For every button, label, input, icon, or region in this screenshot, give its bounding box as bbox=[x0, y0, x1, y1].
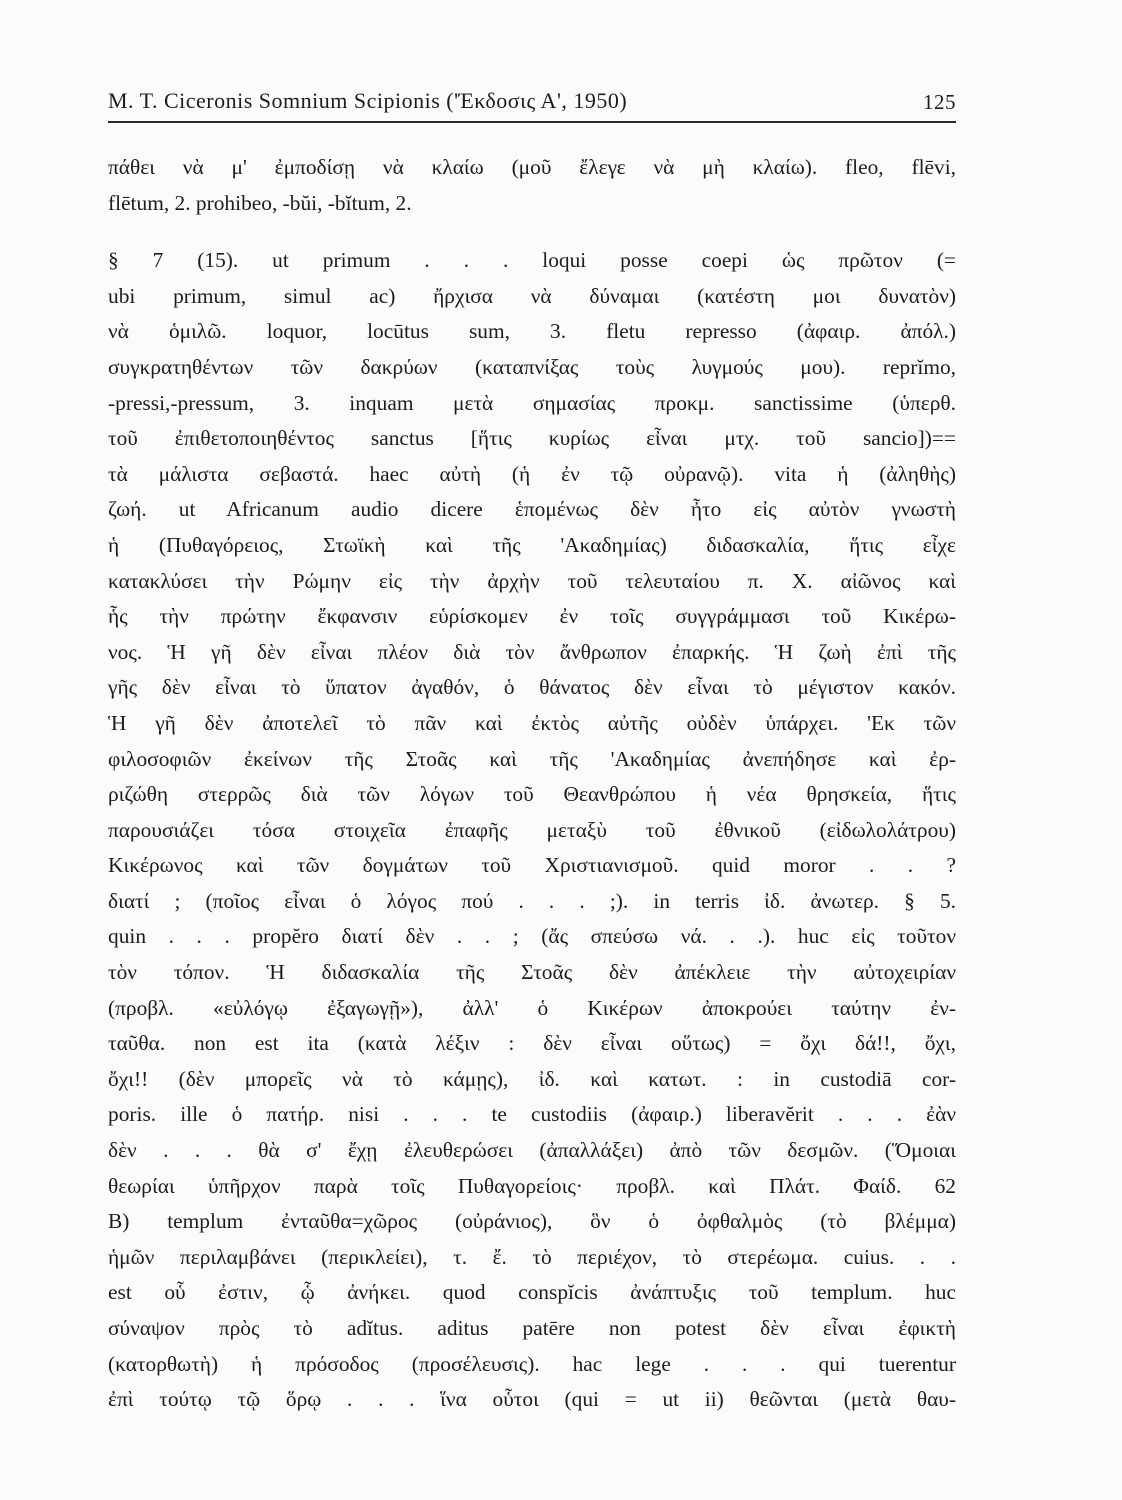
text-line: σύναψον πρὸς τὸ adĭtus. aditus patēre non potest δὲν εἶναι ἐφικτὴ bbox=[108, 1316, 956, 1340]
text-line: τὰ μάλιστα σεβαστά. haec αὐτὴ (ἡ ἐν τῷ οὐρανῷ). vita ἡ (ἀληθὴς) bbox=[108, 461, 956, 486]
text-line: poris. ille ὁ πατήρ. nisi . . . te custodiis (ἀφαιρ.) liberavĕrit . . . ἐὰν bbox=[108, 1102, 956, 1127]
text-line: ἡμῶν περιλαμβάνει (περικλείει), τ. ἔ. τὸ περιέχον, τὸ στερέωμα. cuius. . . bbox=[108, 1244, 956, 1269]
text-line: (προβλ. «εὐλόγῳ ἐξαγωγῇ»), ἀλλ' ὁ Κικέρων ἀποκρούει ταύτην ἐν- bbox=[108, 995, 956, 1020]
text-line: τοῦ ἐπιθετοποιηθέντος sanctus [ἥτις κυρίως εἶναι μτχ. τοῦ sancio])== bbox=[108, 426, 956, 451]
text-line: διατί ; (ποῖος εἶναι ὁ λόγος πού . . . ;). in terris ἰδ. ἀνωτερ. § 5. bbox=[108, 888, 956, 913]
text-line: τὸν τόπον. Ἡ διδασκαλία τῆς Στοᾶς δὲν ἀπέκλειε τὴν αὐτοχειρίαν bbox=[108, 960, 956, 985]
text-line: ἐπὶ τούτῳ τῷ ὅρῳ . . . ἵνα οὗτοι (qui = ut ii) θεῶνται (μετὰ θαυ- bbox=[108, 1387, 956, 1412]
text-line: ριζώθη στερρῶς διὰ τῶν λόγων τοῦ Θεανθρώπου ἡ νέα θρησκεία, ἥτις bbox=[108, 782, 956, 807]
text-line: flētum, 2. prohibeo, -bŭi, -bĭtum, 2. bbox=[108, 190, 412, 215]
text-line: quin . . . propĕro διατί δὲν . . ; (ἄς σπεύσω νά. . .). huc εἰς τοῦτον bbox=[108, 924, 956, 949]
text-line: πάθει νὰ μ' ἐμποδίσῃ νὰ κλαίω (μοῦ ἔλεγε νὰ μὴ κλαίω). fleo, flēvi, bbox=[108, 155, 956, 179]
section-start-line: § 7 (15). ut primum . . . loqui posse coepi ὡς πρῶτον (= bbox=[108, 248, 956, 273]
text-line: est οὗ ἐστιν, ᾧ ἀνήκει. quod conspĭcis ἀνάπτυξις τοῦ templum. huc bbox=[108, 1280, 956, 1305]
text-line: (κατορθωτὴ) ἡ πρόσοδος (προσέλευσις). hac lege . . . qui tuerentur bbox=[108, 1351, 956, 1376]
commentary-text bbox=[108, 150, 956, 1418]
page-number: 125 bbox=[923, 90, 956, 114]
text-line: νος. Ἡ γῆ δὲν εἶναι πλέον διὰ τὸν ἄνθρωπον ἐπαρκής. Ἡ ζωὴ ἐπὶ τῆς bbox=[108, 639, 956, 664]
text-line: ταῦθα. non est ita (κατὰ λέξιν : δὲν εἶναι οὕτως) = ὄχι δά!!, ὄχι, bbox=[108, 1031, 956, 1056]
header-rule bbox=[108, 121, 956, 123]
text-line: ὄχι!! (δὲν μπορεῖς νὰ τὸ κάμῃς), ἰδ. καὶ κατωτ. : in custodiā cor- bbox=[108, 1066, 956, 1091]
text-line: ἡ (Πυθαγόρειος, Στωϊκὴ καὶ τῆς 'Ακαδημίας) διδασκαλία, ἥτις εἶχε bbox=[108, 532, 956, 557]
text-line: B) templum ἐνταῦθα=χῶρος (οὐράνιος), ὃν ὁ ὀφθαλμὸς (τὸ βλέμμα) bbox=[108, 1209, 956, 1234]
text-line: ζωή. ut Africanum audio dicere ἑπομένως δὲν ἦτο εἰς αὐτὸν γνωστὴ bbox=[108, 497, 956, 522]
text-line: Κικέρωνος καὶ τῶν δογμάτων τοῦ Χριστιανισμοῦ. quid moror . . ? bbox=[108, 853, 956, 878]
text-line: ubi primum, simul ac) ἤρχισα νὰ δύναμαι (κατέστη μοι δυνατὸν) bbox=[108, 283, 956, 308]
text-line: φιλοσοφιῶν ἐκείνων τῆς Στοᾶς καὶ τῆς 'Ακαδημίας ἀνεπήδησε καὶ ἐρ- bbox=[108, 746, 956, 771]
text-line: Ἡ γῆ δὲν ἀποτελεῖ τὸ πᾶν καὶ ἐκτὸς αὐτῆς οὐδὲν ὑπάρχει. 'Εκ τῶν bbox=[108, 710, 956, 735]
text-line: -pressi,-pressum, 3. inquam μετὰ σημασίας προκμ. sanctissime (ὑπερθ. bbox=[108, 390, 956, 415]
text-line: συγκρατηθέντων τῶν δακρύων (καταπνίξας τοὺς λυγμούς μου). reprĭmo, bbox=[108, 354, 956, 379]
text-line: κατακλύσει τὴν Ρώμην εἰς τὴν ἀρχὴν τοῦ τελευταίου π. Χ. αἰῶνος καὶ bbox=[108, 568, 956, 593]
text-line: παρουσιάζει τόσα στοιχεῖα ἐπαφῆς μεταξὺ τοῦ ἐθνικοῦ (εἰδωλολάτρου) bbox=[108, 817, 956, 842]
text-line: ἧς τὴν πρώτην ἔκφανσιν εὑρίσκομεν ἐν τοῖς συγγράμμασι τοῦ Κικέρω- bbox=[108, 604, 956, 629]
running-head bbox=[108, 88, 956, 118]
text-line: νὰ ὁμιλῶ. loquor, locūtus sum, 3. fletu represso (ἀφαιρ. ἀπόλ.) bbox=[108, 319, 956, 344]
text-line: θεωρίαι ὑπῆρχον παρὰ τοῖς Πυθαγορείοις· προβλ. καὶ Πλάτ. Φαίδ. 62 bbox=[108, 1173, 956, 1198]
text-line: δὲν . . . θὰ σ' ἔχῃ ἐλευθερώσει (ἀπαλλάξει) ἀπὸ τῶν δεσμῶν. (Ὅμοιαι bbox=[108, 1138, 956, 1163]
text-line: γῆς δὲν εἶναι τὸ ὕπατον ἀγαθόν, ὁ θάνατος δὲν εἶναι τὸ μέγιστον κακόν. bbox=[108, 675, 956, 700]
running-head-title: M. T. Ciceronis Somnium Scipionis ('Έκδοσις Α', 1950) bbox=[108, 88, 628, 113]
